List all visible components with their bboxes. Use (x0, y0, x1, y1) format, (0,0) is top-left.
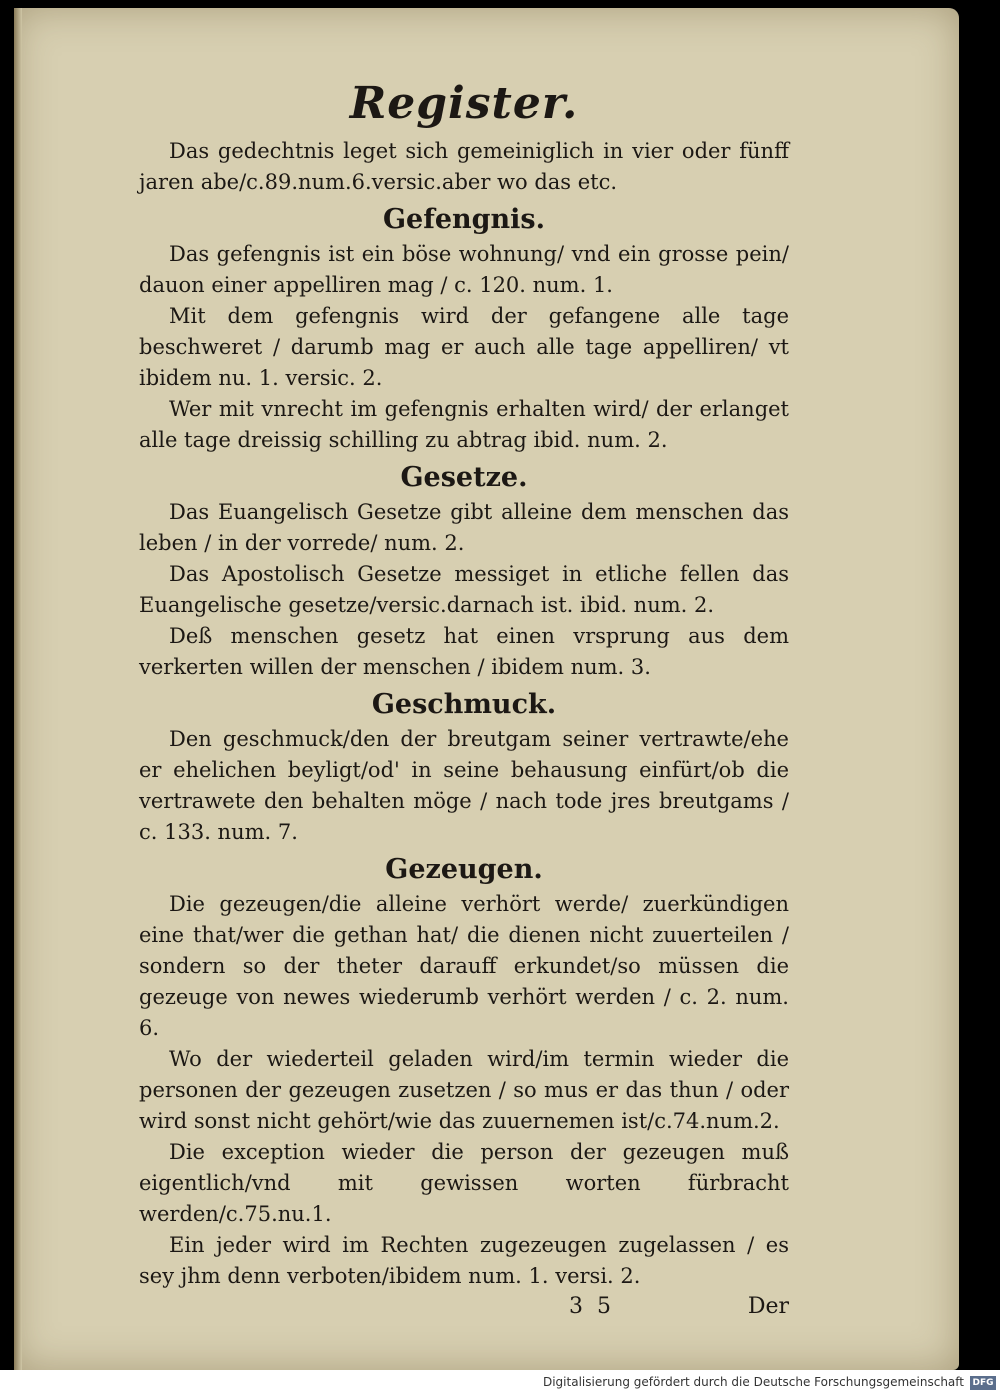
register-entry: Das Apostolisch Gesetze messiget in etliche fellen das Euangelische gesetze/versic.darnach ist. ibid. num. 2. (139, 562, 789, 617)
register-section (139, 204, 789, 456)
register-sections (139, 136, 789, 1292)
section-heading: Gesetze. (400, 462, 528, 493)
register-section (139, 462, 789, 683)
register-entry: Das Euangelisch Gesetze gibt alleine dem menschen das leben / in der vorrede/ num. 2. (139, 500, 789, 555)
register-entry: Die exception wieder die person der gezeugen muß eigentlich/vnd mit gewissen worten fürbracht werden/c.75.nu.1. (139, 1140, 789, 1226)
register-section (139, 689, 789, 848)
page-number: 35 (569, 1294, 625, 1319)
register-entry: Den geschmuck/den der breutgam seiner vertrawte/ehe er ehelichen beyligt/od' in seine behausung einfürt/ob die vertrawete den behalten möge / nach tode jres breutgams / c. 133. num. 7. (139, 727, 789, 844)
register-entry: Wo der wiederteil geladen wird/im termin wieder die personen der gezeugen zusetzen / so mus er das thun / oder wird sonst nicht gehört/wie das zuuernemen ist/c.74.num.2. (139, 1047, 789, 1133)
register-entry: Das gedechtnis leget sich gemeiniglich in vier oder fünff jaren abe/c.89.num.6.versic.aber wo das etc. (139, 139, 789, 194)
register-section (139, 136, 789, 198)
register-section (139, 854, 789, 1292)
register-entry: Deß menschen gesetz hat einen vrsprung aus dem verkerten willen der menschen / ibidem num. 3. (139, 624, 789, 679)
credit-bar (0, 1370, 1000, 1393)
running-head: Register. (349, 78, 579, 129)
section-heading: Geschmuck. (371, 689, 557, 720)
book-page (14, 8, 959, 1370)
page-edge (14, 8, 22, 1370)
catchword: Der (747, 1294, 789, 1319)
digitization-credit: Digitalisierung gefördert durch die Deutsche Forschungsgemeinschaft (542, 1375, 964, 1389)
page-content (139, 78, 789, 1328)
page-footer (139, 1294, 789, 1328)
register-entry: Mit dem gefengnis wird der gefangene alle tage beschweret / darumb mag er auch alle tage appelliren/ vt ibidem nu. 1. versic. 2. (139, 304, 789, 390)
register-entry: Das gefengnis ist ein böse wohnung/ vnd ein grosse pein/ dauon einer appelliren mag / c. 120. num. 1. (139, 242, 789, 297)
dfg-logo: DFG (970, 1376, 996, 1390)
register-entry: Wer mit vnrecht im gefengnis erhalten wird/ der erlanget alle tage dreissig schilling zu abtrag ibid. num. 2. (139, 397, 789, 452)
section-heading: Gezeugen. (385, 854, 543, 885)
register-entry: Die gezeugen/die alleine verhört werde/ zuerkündigen eine that/wer die gethan hat/ die dienen nicht zuuerteilen / sondern so der theter darauff erkundet/so müssen die gezeuge von newes wiederumb verhört werden / c. 2. num. 6. (139, 892, 789, 1040)
section-heading: Gefengnis. (382, 204, 546, 235)
register-entry: Ein jeder wird im Rechten zugezeugen zugelassen / es sey jhm denn verboten/ibidem num. 1. versi. 2. (139, 1233, 789, 1288)
